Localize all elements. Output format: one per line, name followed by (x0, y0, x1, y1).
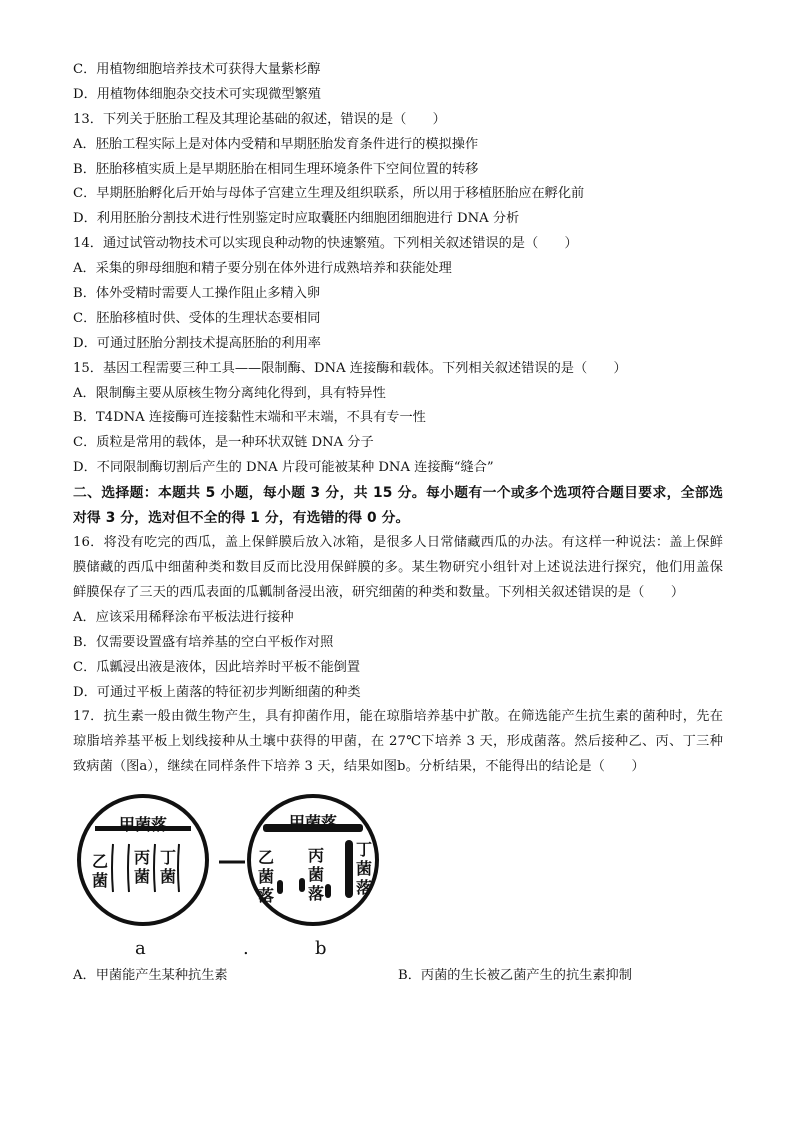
exam-page (73, 58, 723, 988)
dish-b-label-ding: 丁菌落 (355, 840, 372, 898)
petri-dish-figure (73, 788, 723, 958)
question-16: 16．将没有吃完的西瓜，盖上保鲜膜后放入冰箱，是很多人日常储藏西瓜的办法。有这样一种说法：盖上保鲜膜储藏的西瓜中细菌种类和数目反而比没用保鲜膜的多。某生物研究小组针对上述说法进行探究，他们用盖保鲜膜保存了三天的西瓜表面的瓜瓤制备浸出液，研究细菌的种类和数量。下列相关叙述错误的是（ ） (73, 535, 723, 600)
option-c-q14: C．胚胎移植时供、受体的生理状态要相同 (73, 310, 321, 326)
option-a-q16: A．应该采用稀释涂布平板法进行接种 (73, 609, 294, 625)
dish-a-label-ding: 丁菌 (159, 848, 176, 887)
dish-b-caption: b (315, 938, 327, 960)
option-d-q15: D．不同限制酶切割后产生的 DNA 片段可能被某种 DNA 连接酶“缝合” (73, 460, 494, 476)
dish-a-label-yi: 乙菌 (91, 852, 108, 891)
dish-a-streak-yi (112, 844, 113, 892)
option-d-q16: D．可通过平板上菌落的特征初步判断细菌的种类 (73, 684, 361, 700)
option-a-q17: A．甲菌能产生某种抗生素 (73, 968, 228, 984)
options-q17 (73, 964, 723, 988)
question-15: 15．基因工程需要三种工具——限制酶、DNA 连接酶和载体。下列相关叙述错误的是（ ） (73, 360, 627, 376)
dish-b-colony-bing-1 (299, 878, 305, 892)
option-d-q12: D．用植物体细胞杂交技术可实现微型繁殖 (73, 86, 321, 102)
dish-b-label-bing: 丙菌落 (307, 846, 324, 904)
dish-a-streak-bing-1 (128, 844, 129, 892)
figure-dot: . (243, 938, 249, 960)
question-14: 14．通过试管动物技术可以实现良种动物的快速繁殖。下列相关叙述错误的是（ ） (73, 236, 578, 252)
dish-b-colony-ding (345, 840, 353, 898)
option-a-q14: A．采集的卵母细胞和精子要分别在体外进行成熟培养和获能处理 (73, 261, 452, 277)
option-a-q15: A．限制酶主要从原核生物分离纯化得到，具有特异性 (73, 385, 386, 401)
option-c-q15: C．质粒是常用的载体，是一种环状双链 DNA 分子 (73, 435, 374, 451)
dish-a-label-jia: 甲菌落 (118, 815, 167, 835)
option-a-q13: A．胚胎工程实际上是对体内受精和早期胚胎发育条件进行的模拟操作 (73, 136, 479, 152)
option-d-q13: D．利用胚胎分割技术进行性别鉴定时应取囊胚内细胞团细胞进行 DNA 分析 (73, 211, 520, 227)
option-c-q12: C．用植物细胞培养技术可获得大量紫杉醇 (73, 62, 321, 77)
option-b-q16: B．仅需要设置盛有培养基的空白平板作对照 (73, 634, 334, 650)
option-d-q14: D．可通过胚胎分割技术提高胚胎的利用率 (73, 335, 321, 351)
dish-a-label-bing: 丙菌 (133, 848, 150, 887)
dish-a-caption: a (135, 938, 146, 960)
option-b-q14: B．体外受精时需要人工操作阻止多精入卵 (73, 286, 321, 302)
dish-b-label-yi: 乙菌落 (257, 848, 274, 906)
option-c-q13: C．早期胚胎孵化后开始与母体子宫建立生理及组织联系，所以用于移植胚胎应在孵化前 (73, 186, 585, 202)
dish-b-colony-bing-2 (325, 884, 331, 898)
dish-a-streak-bing-2 (154, 844, 155, 892)
petri-dish-drawing (73, 788, 403, 958)
option-c-q16: C．瓜瓤浸出液是液体，因此培养时平板不能倒置 (73, 659, 361, 675)
dish-a-streak-ding (178, 844, 179, 892)
question-13: 13．下列关于胚胎工程及其理论基础的叙述，错误的是（ ） (73, 111, 446, 127)
option-b-q17: B．丙菌的生长被乙菌产生的抗生素抑制 (398, 968, 632, 984)
option-b-q13: B．胚胎移植实质上是早期胚胎在相同生理环境条件下空间位置的转移 (73, 161, 479, 177)
option-b-q15: B．T4DNA 连接酶可连接黏性末端和平末端，不具有专一性 (73, 410, 426, 426)
section-2-heading: 二、选择题：本题共 5 小题，每小题 3 分，共 15 分。每小题有一个或多个选项符合题目要求，全部选对得 3 分，选对但不全的得 1 分，有选错的得 0 分。 (73, 485, 723, 527)
question-17: 17．抗生素一般由微生物产生，具有抑菌作用，能在琼脂培养基中扩散。在筛选能产生抗生素的菌种时，先在琼脂培养基平板上划线接种从土壤中获得的甲菌，在 27℃下培养 3 天，形成菌落。然后接种乙、丙、丁三种致病菌（图a），继续在同样条件下培养 3 天，结果如图b。分析结果，不能得出的结论是（ ） (73, 709, 723, 775)
dish-b-label-jia: 甲菌落 (288, 813, 337, 833)
dish-b-colony-yi (277, 880, 283, 894)
